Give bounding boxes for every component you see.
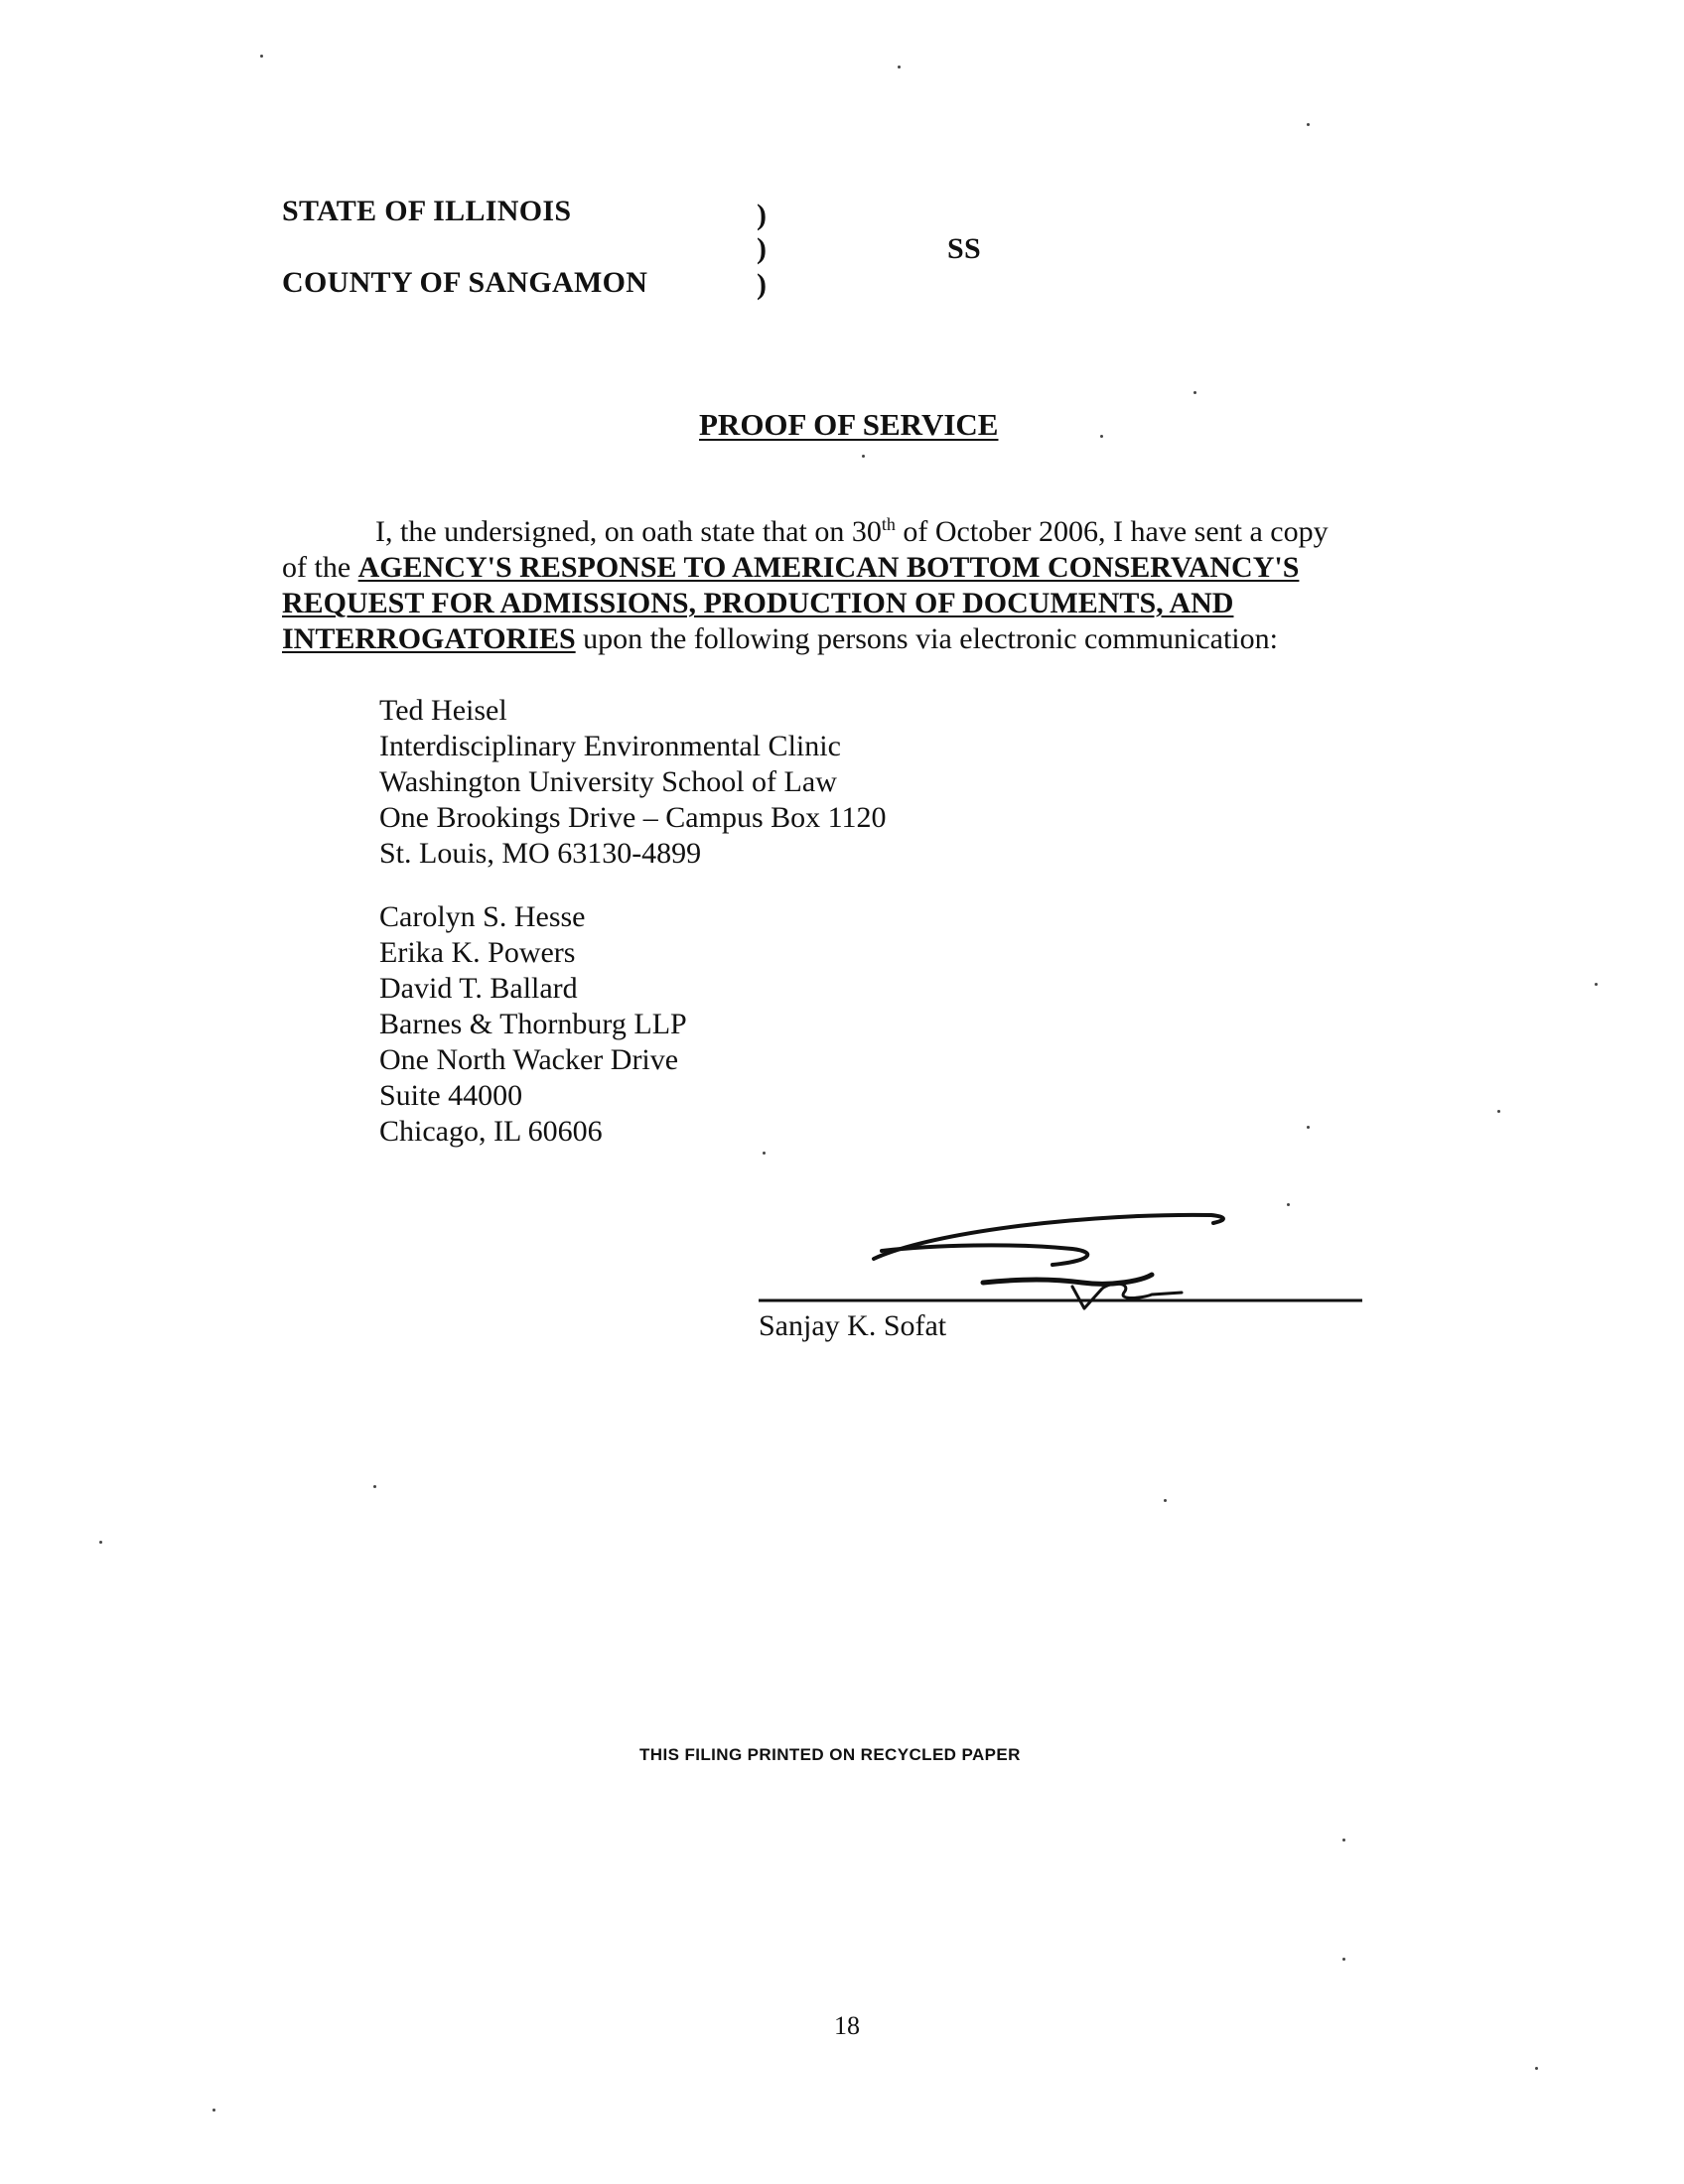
statement-text: I, the undersigned, on oath state that on 30 bbox=[375, 515, 882, 548]
address-line: Carolyn S. Hesse bbox=[379, 900, 586, 933]
address-line: Erika K. Powers bbox=[379, 936, 576, 969]
signatory-name: Sanjay K. Sofat bbox=[759, 1309, 947, 1342]
signature-stroke bbox=[983, 1275, 1152, 1284]
statement-line-3 bbox=[282, 586, 1233, 621]
caption-county: COUNTY OF SANGAMON bbox=[282, 266, 648, 299]
page-title: PROOF OF SERVICE bbox=[699, 407, 999, 442]
scan-speck bbox=[1193, 391, 1196, 394]
document-title-part-1: AGENCY'S RESPONSE TO AMERICAN BOTTOM CONSERVANCY'S bbox=[357, 551, 1300, 584]
statement-text: upon the following persons via electronic communication: bbox=[575, 622, 1278, 655]
scan-speck bbox=[1307, 123, 1310, 126]
caption-paren: ) bbox=[757, 232, 767, 265]
address-line: David T. Ballard bbox=[379, 972, 578, 1005]
scan-speck bbox=[1100, 435, 1103, 438]
caption-paren: ) bbox=[757, 268, 767, 301]
caption-paren: ) bbox=[757, 199, 767, 231]
scan-speck bbox=[763, 1152, 766, 1155]
address-line: Suite 44000 bbox=[379, 1079, 523, 1112]
signature-graphic bbox=[755, 1191, 1370, 1320]
document-title-part-2: REQUEST FOR ADMISSIONS, PRODUCTION OF DOCUMENTS, AND bbox=[282, 587, 1234, 619]
signature-stroke bbox=[1072, 1284, 1182, 1308]
scan-speck bbox=[1164, 1499, 1167, 1502]
caption-state: STATE OF ILLINOIS bbox=[282, 195, 572, 227]
page-number: 18 bbox=[834, 2011, 860, 2040]
scan-speck bbox=[1307, 1126, 1310, 1129]
caption-ss: SS bbox=[947, 232, 981, 265]
statement-line-1 bbox=[375, 514, 1329, 550]
statement-line-4 bbox=[282, 621, 1278, 657]
address-line: Ted Heisel bbox=[379, 694, 507, 727]
scan-speck bbox=[1535, 2067, 1538, 2070]
scan-speck bbox=[99, 1541, 102, 1544]
scan-speck bbox=[1595, 983, 1598, 986]
address-line: Washington University School of Law bbox=[379, 765, 837, 798]
document-title-part-3: INTERROGATORIES bbox=[282, 622, 576, 655]
statement-text: of the bbox=[282, 551, 358, 584]
address-line: Chicago, IL 60606 bbox=[379, 1115, 603, 1148]
address-line: One North Wacker Drive bbox=[379, 1043, 679, 1076]
address-line: Interdisciplinary Environmental Clinic bbox=[379, 730, 841, 762]
statement-text: of October 2006, I have sent a copy bbox=[895, 515, 1329, 548]
scan-speck bbox=[1342, 1839, 1345, 1842]
ordinal-suffix: th bbox=[881, 514, 896, 534]
scan-speck bbox=[1497, 1110, 1500, 1113]
signature-stroke bbox=[882, 1245, 1087, 1265]
scan-speck bbox=[1342, 1958, 1345, 1961]
recycled-paper-note: THIS FILING PRINTED ON RECYCLED PAPER bbox=[639, 1745, 1021, 1764]
address-line: One Brookings Drive – Campus Box 1120 bbox=[379, 801, 887, 834]
scan-speck bbox=[898, 66, 901, 68]
scan-speck bbox=[260, 55, 263, 58]
signature-stroke bbox=[874, 1215, 1223, 1259]
scan-speck bbox=[212, 2109, 215, 2112]
statement-line-2 bbox=[282, 550, 1299, 586]
address-line: Barnes & Thornburg LLP bbox=[379, 1008, 687, 1040]
address-line: St. Louis, MO 63130-4899 bbox=[379, 837, 702, 870]
recipient-address-block bbox=[379, 899, 687, 1150]
recipient-address-block bbox=[379, 693, 887, 872]
scan-speck bbox=[373, 1485, 376, 1488]
scan-speck bbox=[862, 455, 865, 458]
